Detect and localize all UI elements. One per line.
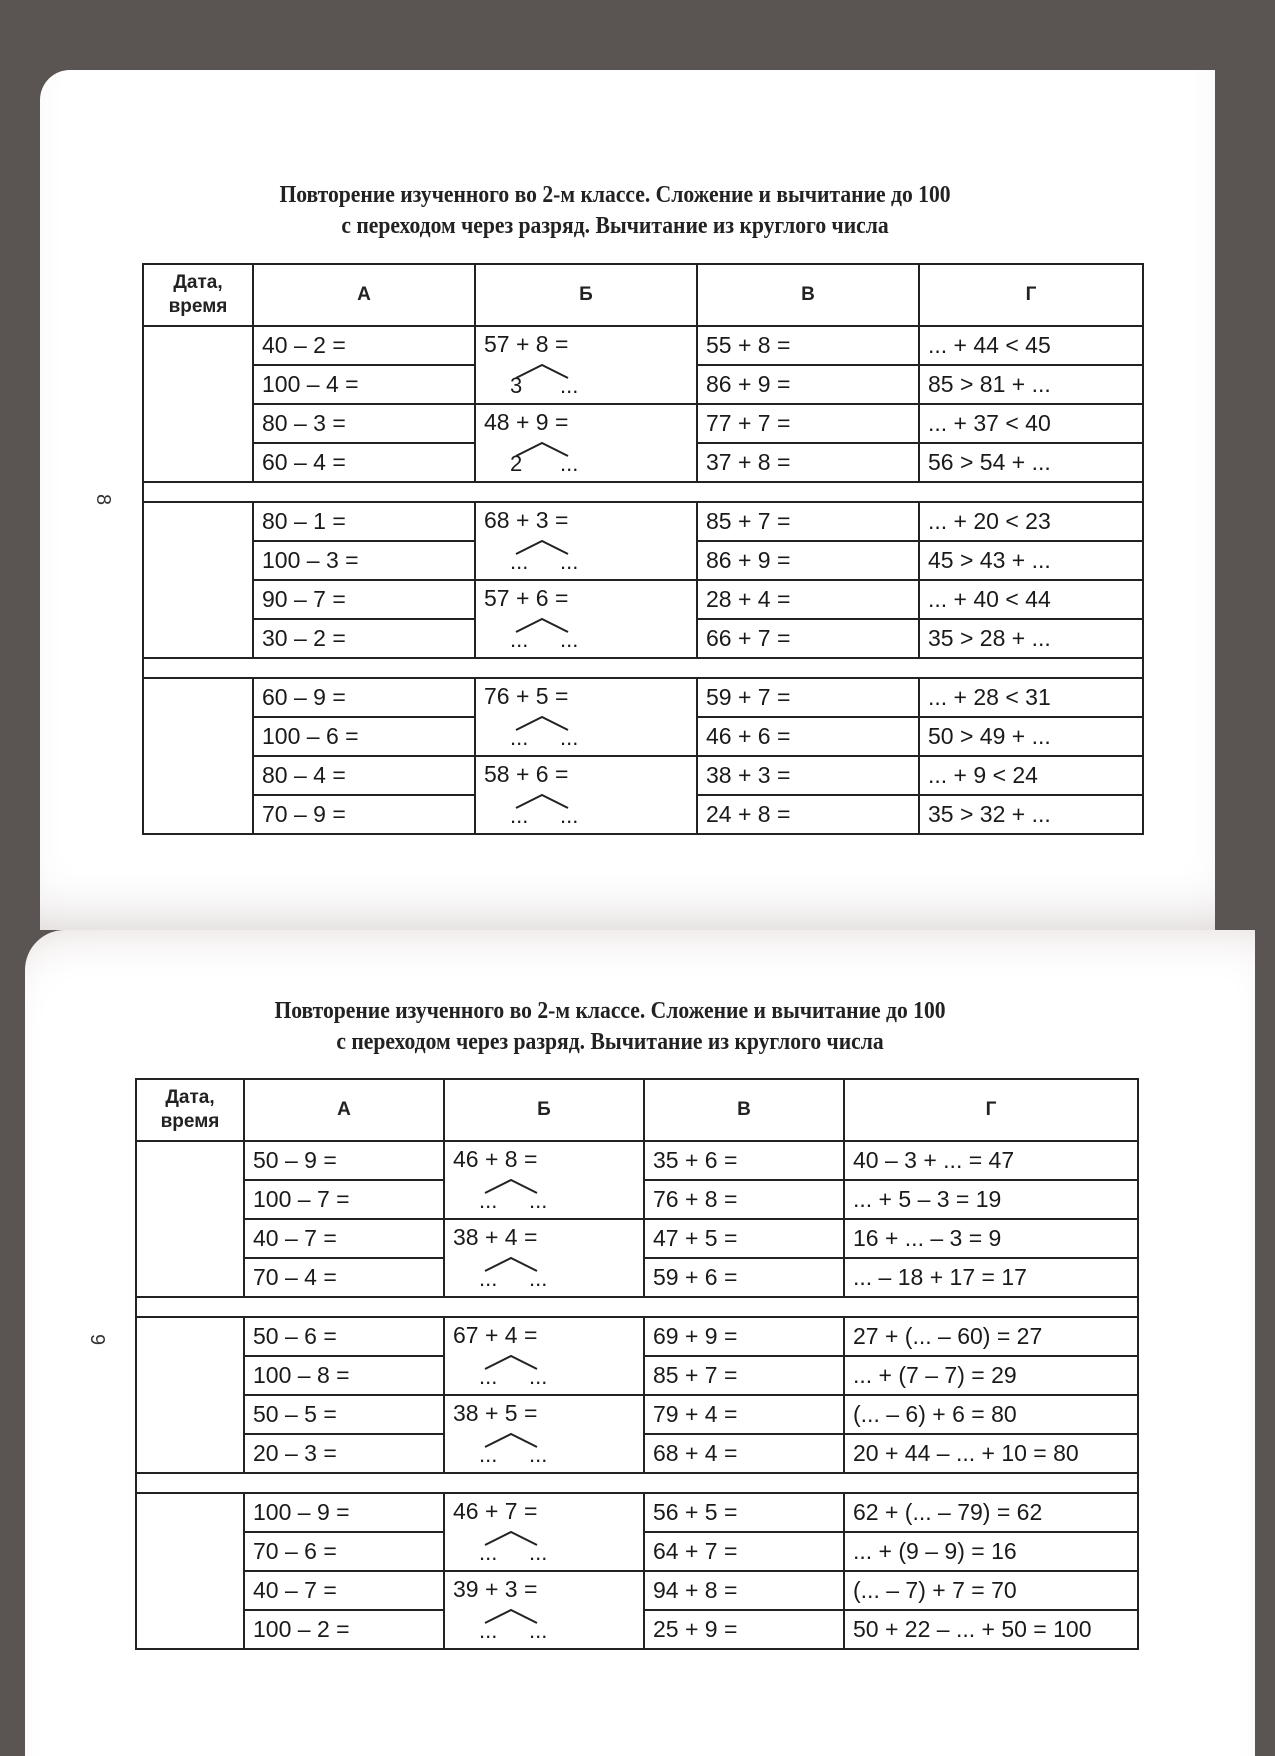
cell-a: 100 – 9 = xyxy=(244,1493,444,1532)
cell-v: 85 + 7 = xyxy=(697,502,919,541)
cell-v: 59 + 6 = xyxy=(644,1258,844,1297)
cell-a: 50 – 5 = xyxy=(244,1395,444,1434)
cell-a: 50 – 6 = xyxy=(244,1317,444,1356)
cell-g: ... + 40 < 44 xyxy=(919,580,1143,619)
b-expression: 76 + 5 = xyxy=(484,683,569,709)
part-right: ... xyxy=(529,1188,548,1213)
date-cell xyxy=(143,326,253,482)
cell-b xyxy=(444,1493,644,1571)
cell-g: ... + 20 < 23 xyxy=(919,502,1143,541)
cell-g: ... + (9 – 9) = 16 xyxy=(844,1532,1138,1571)
cell-v: 69 + 9 = xyxy=(644,1317,844,1356)
separator-cell xyxy=(136,1297,1138,1317)
part-left: 2 xyxy=(510,451,523,476)
cell-g: (... – 6) + 6 = 80 xyxy=(844,1395,1138,1434)
b-expression: 48 + 9 = xyxy=(484,409,569,435)
cell-b xyxy=(475,678,697,756)
cell-b xyxy=(475,326,697,404)
part-left: ... xyxy=(479,1442,498,1467)
part-left: ... xyxy=(510,549,529,574)
cell-g: 56 > 54 + ... xyxy=(919,443,1143,482)
cell-g: ... + 28 < 31 xyxy=(919,678,1143,717)
separator-row xyxy=(136,1473,1138,1493)
cell-a: 80 – 4 = xyxy=(253,756,475,795)
b-expression: 38 + 5 = xyxy=(453,1400,538,1426)
separator-cell xyxy=(143,482,1143,502)
part-right: ... xyxy=(529,1618,548,1643)
table-row xyxy=(136,1395,1138,1434)
cell-a: 100 – 4 = xyxy=(253,365,475,404)
table-row xyxy=(136,1317,1138,1356)
date-cell xyxy=(136,1493,244,1649)
b-expression: 39 + 3 = xyxy=(453,1576,538,1602)
cell-v: 24 + 8 = xyxy=(697,795,919,834)
cell-g: 50 + 22 – ... + 50 = 100 xyxy=(844,1610,1138,1649)
part-right: ... xyxy=(560,725,579,750)
cell-a: 80 – 1 = xyxy=(253,502,475,541)
cell-v: 86 + 9 = xyxy=(697,365,919,404)
cell-v: 46 + 6 = xyxy=(697,717,919,756)
table-row xyxy=(143,756,1143,795)
cell-a: 100 – 3 = xyxy=(253,541,475,580)
table-row xyxy=(136,1219,1138,1258)
worksheet-table xyxy=(135,1078,1139,1650)
cell-a: 80 – 3 = xyxy=(253,404,475,443)
cell-g: 45 > 43 + ... xyxy=(919,541,1143,580)
cell-g: 62 + (... – 79) = 62 xyxy=(844,1493,1138,1532)
page-title xyxy=(183,996,1038,1058)
cell-a: 100 – 8 = xyxy=(244,1356,444,1395)
separator-cell xyxy=(143,658,1143,678)
header-column-a: А xyxy=(244,1079,444,1141)
cell-b xyxy=(444,1395,644,1473)
table-row xyxy=(136,1141,1138,1180)
cell-g: ... + 44 < 45 xyxy=(919,326,1143,365)
cell-a: 40 – 7 = xyxy=(244,1219,444,1258)
cell-a: 100 – 2 = xyxy=(244,1610,444,1649)
cell-v: 79 + 4 = xyxy=(644,1395,844,1434)
separator-cell xyxy=(136,1473,1138,1493)
header-column-b: Б xyxy=(444,1079,644,1141)
cell-g: (... – 7) + 7 = 70 xyxy=(844,1571,1138,1610)
cell-v: 25 + 9 = xyxy=(644,1610,844,1649)
part-left: ... xyxy=(510,627,529,652)
cell-g: 35 > 32 + ... xyxy=(919,795,1143,834)
cell-a: 30 – 2 = xyxy=(253,619,475,658)
cell-g: 35 > 28 + ... xyxy=(919,619,1143,658)
cell-g: 50 > 49 + ... xyxy=(919,717,1143,756)
page-number: 9 xyxy=(86,1333,109,1346)
header-column-v: В xyxy=(644,1079,844,1141)
part-left: ... xyxy=(479,1540,498,1565)
date-cell xyxy=(143,678,253,834)
cell-g: 85 > 81 + ... xyxy=(919,365,1143,404)
cell-g: ... – 18 + 17 = 17 xyxy=(844,1258,1138,1297)
table-row xyxy=(143,678,1143,717)
table-row xyxy=(136,1571,1138,1610)
cell-v: 37 + 8 = xyxy=(697,443,919,482)
part-right: ... xyxy=(560,627,579,652)
cell-g: 20 + 44 – ... + 10 = 80 xyxy=(844,1434,1138,1473)
part-left: ... xyxy=(479,1188,498,1213)
b-expression: 67 + 4 = xyxy=(453,1322,538,1348)
header-column-g: Г xyxy=(844,1079,1138,1141)
cell-g: ... + (7 – 7) = 29 xyxy=(844,1356,1138,1395)
b-expression: 46 + 8 = xyxy=(453,1146,538,1172)
cell-a: 60 – 9 = xyxy=(253,678,475,717)
cell-a: 40 – 2 = xyxy=(253,326,475,365)
table-row xyxy=(143,580,1143,619)
cell-v: 68 + 4 = xyxy=(644,1434,844,1473)
date-cell xyxy=(136,1141,244,1297)
table-row xyxy=(143,502,1143,541)
cell-b xyxy=(475,502,697,580)
cell-a: 100 – 6 = xyxy=(253,717,475,756)
header-row xyxy=(136,1079,1138,1141)
cell-v: 59 + 7 = xyxy=(697,678,919,717)
cell-v: 77 + 7 = xyxy=(697,404,919,443)
part-right: ... xyxy=(560,549,579,574)
cell-b xyxy=(444,1317,644,1395)
cell-g: 40 – 3 + ... = 47 xyxy=(844,1141,1138,1180)
cell-a: 70 – 4 = xyxy=(244,1258,444,1297)
separator-row xyxy=(136,1297,1138,1317)
cell-b xyxy=(475,580,697,658)
header-column-b: Б xyxy=(475,264,697,326)
b-expression: 38 + 4 = xyxy=(453,1224,538,1250)
cell-a: 60 – 4 = xyxy=(253,443,475,482)
cell-b xyxy=(444,1219,644,1297)
title-line-2: с переходом через разряд. Вычитание из круглого числа xyxy=(336,1029,884,1055)
cell-a: 70 – 6 = xyxy=(244,1532,444,1571)
cell-g: ... + 5 – 3 = 19 xyxy=(844,1180,1138,1219)
cell-v: 56 + 5 = xyxy=(644,1493,844,1532)
cell-b xyxy=(475,756,697,834)
header-row xyxy=(143,264,1143,326)
table-row xyxy=(136,1493,1138,1532)
header-date: Дата, время xyxy=(136,1079,244,1141)
part-right: ... xyxy=(529,1364,548,1389)
part-right: ... xyxy=(529,1540,548,1565)
part-right: ... xyxy=(529,1266,548,1291)
cell-v: 38 + 3 = xyxy=(697,756,919,795)
cell-g: ... + 37 < 40 xyxy=(919,404,1143,443)
cell-a: 90 – 7 = xyxy=(253,580,475,619)
header-column-a: А xyxy=(253,264,475,326)
cell-v: 66 + 7 = xyxy=(697,619,919,658)
cell-v: 64 + 7 = xyxy=(644,1532,844,1571)
title-line-2: с переходом через разряд. Вычитание из круглого числа xyxy=(341,213,889,239)
part-left: ... xyxy=(510,725,529,750)
cell-a: 100 – 7 = xyxy=(244,1180,444,1219)
part-left: ... xyxy=(510,803,529,828)
cell-v: 86 + 9 = xyxy=(697,541,919,580)
cell-v: 85 + 7 = xyxy=(644,1356,844,1395)
header-date: Дата, время xyxy=(143,264,253,326)
part-left: 3 xyxy=(510,373,523,398)
b-expression: 58 + 6 = xyxy=(484,761,569,787)
cell-g: 27 + (... – 60) = 27 xyxy=(844,1317,1138,1356)
table-row xyxy=(143,326,1143,365)
part-left: ... xyxy=(479,1618,498,1643)
cell-a: 70 – 9 = xyxy=(253,795,475,834)
cell-g: ... + 9 < 24 xyxy=(919,756,1143,795)
cell-a: 40 – 7 = xyxy=(244,1571,444,1610)
worksheet-table xyxy=(142,263,1144,835)
page-title xyxy=(188,180,1043,242)
cell-b xyxy=(475,404,697,482)
cell-v: 28 + 4 = xyxy=(697,580,919,619)
cell-b xyxy=(444,1141,644,1219)
header-column-v: В xyxy=(697,264,919,326)
title-line-1: Повторение изученного во 2-м классе. Сложение и вычитание до 100 xyxy=(274,998,946,1024)
table-row xyxy=(143,404,1143,443)
header-column-g: Г xyxy=(919,264,1143,326)
cell-v: 94 + 8 = xyxy=(644,1571,844,1610)
page-number: 8 xyxy=(92,493,115,506)
date-cell xyxy=(136,1317,244,1473)
cell-g: 16 + ... – 3 = 9 xyxy=(844,1219,1138,1258)
part-right: ... xyxy=(529,1442,548,1467)
cell-a: 20 – 3 = xyxy=(244,1434,444,1473)
date-cell xyxy=(143,502,253,658)
part-left: ... xyxy=(479,1266,498,1291)
b-expression: 57 + 8 = xyxy=(484,331,569,357)
part-right: ... xyxy=(560,373,579,398)
b-expression: 68 + 3 = xyxy=(484,507,569,533)
cell-v: 76 + 8 = xyxy=(644,1180,844,1219)
title-line-1: Повторение изученного во 2-м классе. Сложение и вычитание до 100 xyxy=(279,182,951,208)
cell-v: 35 + 6 = xyxy=(644,1141,844,1180)
cell-v: 47 + 5 = xyxy=(644,1219,844,1258)
part-right: ... xyxy=(560,451,579,476)
separator-row xyxy=(143,658,1143,678)
cell-a: 50 – 9 = xyxy=(244,1141,444,1180)
separator-row xyxy=(143,482,1143,502)
cell-b xyxy=(444,1571,644,1649)
part-left: ... xyxy=(479,1364,498,1389)
b-expression: 57 + 6 = xyxy=(484,585,569,611)
b-expression: 46 + 7 = xyxy=(453,1498,538,1524)
cell-v: 55 + 8 = xyxy=(697,326,919,365)
part-right: ... xyxy=(560,803,579,828)
